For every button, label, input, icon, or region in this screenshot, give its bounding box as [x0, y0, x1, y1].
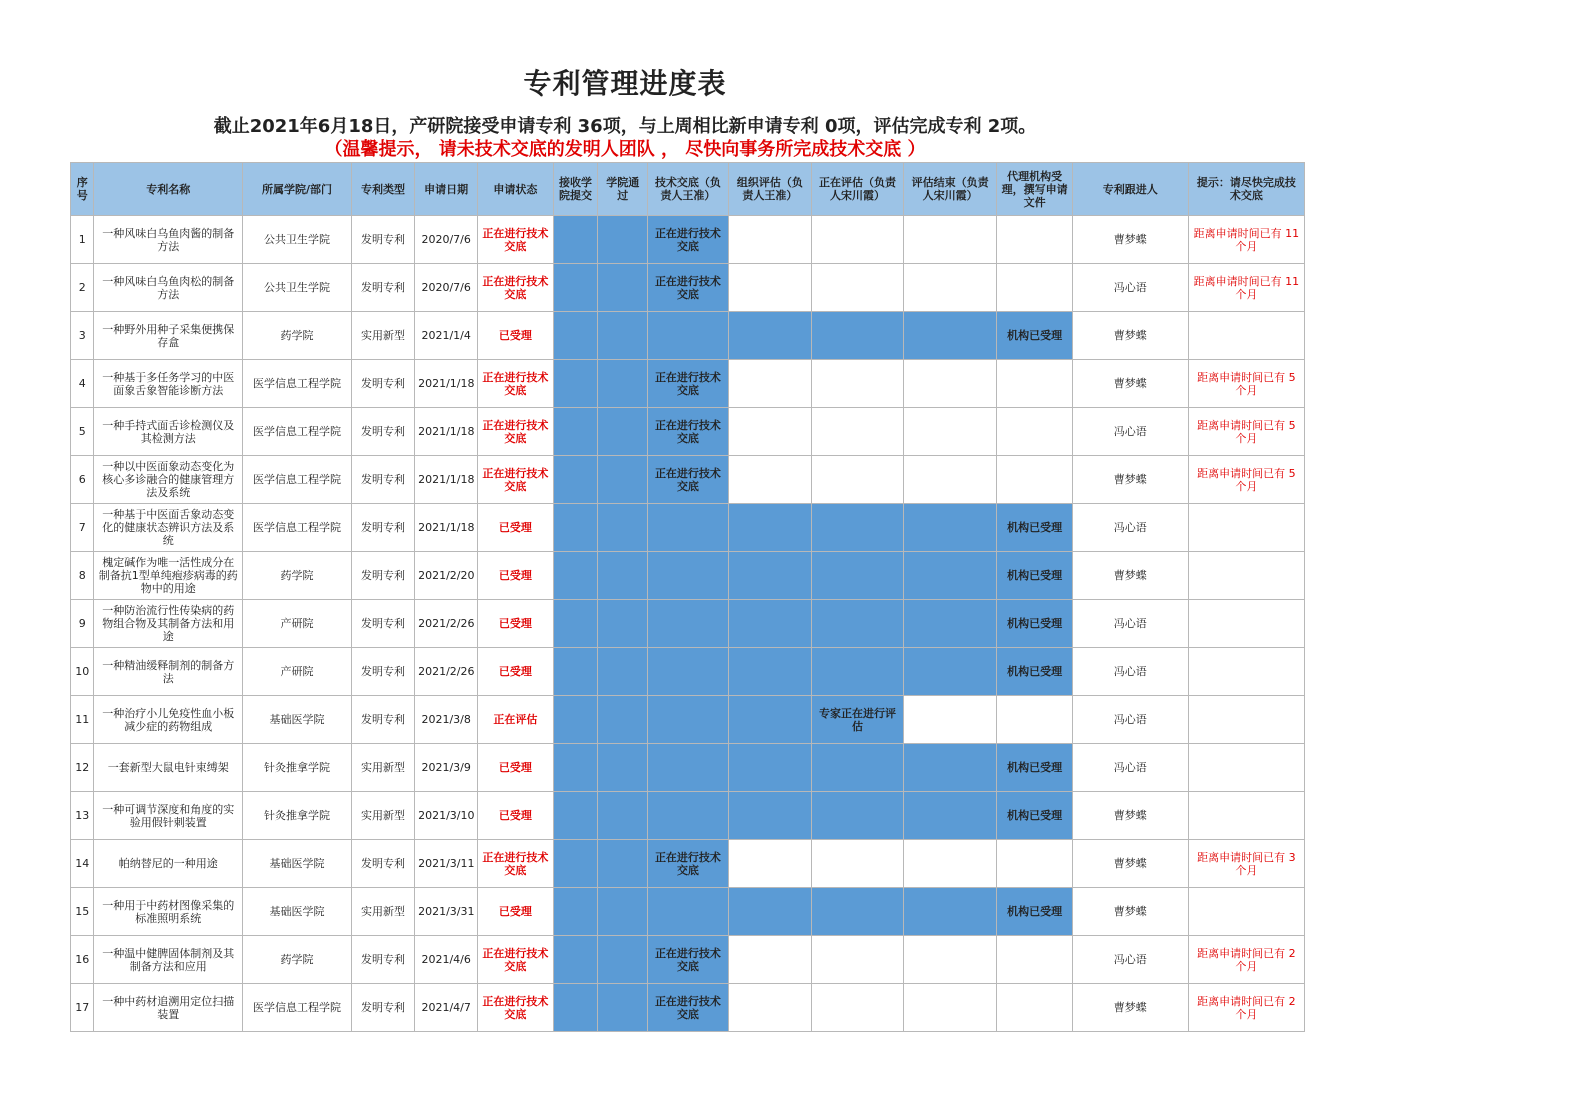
cell-name: 一种基于多任务学习的中医面象舌象智能诊断方法 — [94, 360, 243, 408]
cell-progress-1 — [553, 552, 598, 600]
cell-progress-5 — [812, 504, 904, 552]
header-col-date: 申请日期 — [415, 163, 478, 216]
cell-progress-3 — [648, 648, 728, 696]
cell-status: 已受理 — [478, 504, 553, 552]
cell-progress-3 — [648, 504, 728, 552]
cell-progress-2 — [598, 600, 648, 648]
cell-name: 一种以中医面象动态变化为核心多诊融合的健康管理方法及系统 — [94, 456, 243, 504]
cell-tip: 距离申请时间已有 5个月 — [1188, 456, 1304, 504]
cell-progress-7 — [997, 840, 1072, 888]
cell-date: 2021/3/9 — [415, 744, 478, 792]
table-row — [71, 696, 1305, 744]
cell-progress-4 — [728, 888, 811, 936]
cell-date: 2021/3/11 — [415, 840, 478, 888]
header-col-org-eval: 组织评估（负责人王准） — [728, 163, 811, 216]
cell-no: 2 — [71, 264, 94, 312]
header-col-agency: 代理机构受理，撰写申请文件 — [997, 163, 1072, 216]
cell-dept: 医学信息工程学院 — [243, 456, 352, 504]
cell-tip — [1188, 744, 1304, 792]
cell-type: 发明专利 — [351, 216, 414, 264]
cell-date: 2021/3/10 — [415, 792, 478, 840]
cell-date: 2021/1/18 — [415, 408, 478, 456]
header-col-follower: 专利跟进人 — [1072, 163, 1188, 216]
cell-no: 16 — [71, 936, 94, 984]
cell-type: 发明专利 — [351, 552, 414, 600]
cell-progress-1 — [553, 360, 598, 408]
cell-progress-4 — [728, 744, 811, 792]
cell-date: 2021/1/4 — [415, 312, 478, 360]
cell-progress-3: 正在进行技术交底 — [648, 264, 728, 312]
table-row — [71, 408, 1305, 456]
cell-dept: 公共卫生学院 — [243, 216, 352, 264]
cell-dept: 针灸推拿学院 — [243, 744, 352, 792]
cell-no: 10 — [71, 648, 94, 696]
cell-follower: 冯心语 — [1072, 936, 1188, 984]
header-col-no: 序号 — [71, 163, 94, 216]
cell-progress-5 — [812, 552, 904, 600]
cell-progress-3 — [648, 600, 728, 648]
cell-status: 正在进行技术交底 — [478, 360, 553, 408]
cell-dept: 公共卫生学院 — [243, 264, 352, 312]
cell-progress-7: 机构已受理 — [997, 552, 1072, 600]
cell-progress-5 — [812, 360, 904, 408]
cell-date: 2021/1/18 — [415, 456, 478, 504]
cell-progress-7: 机构已受理 — [997, 744, 1072, 792]
cell-date: 2021/3/31 — [415, 888, 478, 936]
cell-progress-7: 机构已受理 — [997, 888, 1072, 936]
cell-progress-3 — [648, 888, 728, 936]
cell-status: 已受理 — [478, 888, 553, 936]
cell-status: 正在进行技术交底 — [478, 264, 553, 312]
cell-progress-4 — [728, 264, 811, 312]
cell-progress-1 — [553, 984, 598, 1032]
cell-dept: 医学信息工程学院 — [243, 408, 352, 456]
cell-dept: 药学院 — [243, 552, 352, 600]
cell-status: 正在进行技术交底 — [478, 840, 553, 888]
cell-progress-3: 正在进行技术交底 — [648, 984, 728, 1032]
cell-progress-4 — [728, 600, 811, 648]
cell-type: 发明专利 — [351, 360, 414, 408]
summary-line: 截止2021年6月18日，产研院接受申请专利 36项，与上周相比新申请专利 0项，评估完成专利 2项。 — [213, 116, 1037, 137]
cell-follower: 曹梦蝶 — [1072, 840, 1188, 888]
cell-status: 正在进行技术交底 — [478, 216, 553, 264]
cell-name: 一种手持式面舌诊检测仪及其检测方法 — [94, 408, 243, 456]
cell-progress-1 — [553, 936, 598, 984]
cell-follower: 曹梦蝶 — [1072, 456, 1188, 504]
cell-dept: 基础医学院 — [243, 888, 352, 936]
cell-progress-4 — [728, 984, 811, 1032]
cell-dept: 药学院 — [243, 936, 352, 984]
cell-dept: 基础医学院 — [243, 840, 352, 888]
cell-progress-2 — [598, 648, 648, 696]
cell-follower: 冯心语 — [1072, 600, 1188, 648]
cell-status: 已受理 — [478, 552, 553, 600]
cell-name: 一种用于中药材图像采集的标准照明系统 — [94, 888, 243, 936]
table-row — [71, 264, 1305, 312]
cell-follower: 曹梦蝶 — [1072, 888, 1188, 936]
cell-tip: 距离申请时间已有 11个月 — [1188, 264, 1304, 312]
cell-status: 正在进行技术交底 — [478, 936, 553, 984]
cell-name: 一种风味白乌鱼肉松的制备方法 — [94, 264, 243, 312]
cell-tip: 距离申请时间已有 5个月 — [1188, 360, 1304, 408]
cell-tip: 距离申请时间已有 3个月 — [1188, 840, 1304, 888]
cell-no: 8 — [71, 552, 94, 600]
cell-type: 发明专利 — [351, 504, 414, 552]
cell-dept: 产研院 — [243, 648, 352, 696]
cell-no: 4 — [71, 360, 94, 408]
cell-dept: 医学信息工程学院 — [243, 360, 352, 408]
cell-progress-1 — [553, 888, 598, 936]
cell-progress-7 — [997, 936, 1072, 984]
cell-progress-7: 机构已受理 — [997, 600, 1072, 648]
cell-name: 一种基于中医面舌象动态变化的健康状态辨识方法及系统 — [94, 504, 243, 552]
cell-name: 槐定碱作为唯一活性成分在制备抗1型单纯疱疹病毒的药物中的用途 — [94, 552, 243, 600]
cell-progress-5 — [812, 216, 904, 264]
cell-progress-2 — [598, 792, 648, 840]
cell-progress-1 — [553, 504, 598, 552]
cell-follower: 冯心语 — [1072, 264, 1188, 312]
cell-progress-7 — [997, 984, 1072, 1032]
cell-progress-6 — [903, 312, 997, 360]
header-row — [71, 163, 1305, 216]
cell-progress-2 — [598, 408, 648, 456]
cell-progress-1 — [553, 264, 598, 312]
cell-progress-5 — [812, 984, 904, 1032]
cell-follower: 曹梦蝶 — [1072, 792, 1188, 840]
cell-progress-2 — [598, 504, 648, 552]
cell-type: 发明专利 — [351, 648, 414, 696]
cell-progress-6 — [903, 360, 997, 408]
cell-type: 发明专利 — [351, 840, 414, 888]
table-row — [71, 888, 1305, 936]
cell-tip — [1188, 600, 1304, 648]
cell-progress-5 — [812, 408, 904, 456]
cell-dept: 医学信息工程学院 — [243, 984, 352, 1032]
cell-dept: 医学信息工程学院 — [243, 504, 352, 552]
cell-name: 一种野外用种子采集便携保存盒 — [94, 312, 243, 360]
cell-progress-2 — [598, 888, 648, 936]
cell-progress-6 — [903, 648, 997, 696]
cell-date: 2021/2/26 — [415, 600, 478, 648]
cell-progress-3: 正在进行技术交底 — [648, 216, 728, 264]
cell-progress-6 — [903, 840, 997, 888]
cell-progress-1 — [553, 408, 598, 456]
cell-progress-2 — [598, 984, 648, 1032]
cell-progress-4 — [728, 696, 811, 744]
cell-no: 9 — [71, 600, 94, 648]
cell-progress-1 — [553, 216, 598, 264]
cell-progress-2 — [598, 696, 648, 744]
cell-type: 发明专利 — [351, 408, 414, 456]
cell-name: 一种温中健脾固体制剂及其制备方法和应用 — [94, 936, 243, 984]
cell-progress-4 — [728, 456, 811, 504]
cell-dept: 药学院 — [243, 312, 352, 360]
patent-progress-table — [70, 162, 1305, 1032]
cell-follower: 冯心语 — [1072, 648, 1188, 696]
table-row — [71, 936, 1305, 984]
cell-follower: 曹梦蝶 — [1072, 360, 1188, 408]
cell-date: 2021/1/18 — [415, 504, 478, 552]
cell-no: 5 — [71, 408, 94, 456]
cell-progress-7 — [997, 216, 1072, 264]
cell-progress-3 — [648, 744, 728, 792]
cell-no: 3 — [71, 312, 94, 360]
cell-progress-3: 正在进行技术交底 — [648, 360, 728, 408]
cell-no: 6 — [71, 456, 94, 504]
cell-status: 正在评估 — [478, 696, 553, 744]
cell-progress-2 — [598, 936, 648, 984]
cell-tip — [1188, 504, 1304, 552]
header-col-type: 专利类型 — [351, 163, 414, 216]
cell-progress-4 — [728, 504, 811, 552]
cell-date: 2020/7/6 — [415, 264, 478, 312]
cell-progress-4 — [728, 840, 811, 888]
cell-progress-6 — [903, 552, 997, 600]
cell-progress-6 — [903, 216, 997, 264]
cell-follower: 曹梦蝶 — [1072, 984, 1188, 1032]
cell-progress-6 — [903, 264, 997, 312]
cell-progress-3 — [648, 696, 728, 744]
cell-dept: 基础医学院 — [243, 696, 352, 744]
table-row — [71, 360, 1305, 408]
cell-progress-5 — [812, 840, 904, 888]
cell-progress-7 — [997, 696, 1072, 744]
cell-progress-2 — [598, 216, 648, 264]
cell-status: 已受理 — [478, 744, 553, 792]
cell-tip: 距离申请时间已有 2个月 — [1188, 936, 1304, 984]
cell-progress-1 — [553, 648, 598, 696]
cell-progress-6 — [903, 936, 997, 984]
cell-follower: 冯心语 — [1072, 408, 1188, 456]
cell-progress-4 — [728, 648, 811, 696]
cell-status: 正在进行技术交底 — [478, 984, 553, 1032]
cell-progress-7 — [997, 408, 1072, 456]
cell-progress-7 — [997, 264, 1072, 312]
cell-type: 发明专利 — [351, 936, 414, 984]
cell-progress-2 — [598, 840, 648, 888]
cell-progress-7: 机构已受理 — [997, 648, 1072, 696]
cell-progress-1 — [553, 312, 598, 360]
cell-progress-5 — [812, 792, 904, 840]
cell-progress-1 — [553, 792, 598, 840]
table-row — [71, 216, 1305, 264]
header-col-college-pass: 学院通过 — [598, 163, 648, 216]
cell-type: 发明专利 — [351, 456, 414, 504]
cell-tip — [1188, 792, 1304, 840]
cell-progress-4 — [728, 792, 811, 840]
cell-progress-4 — [728, 312, 811, 360]
cell-progress-5 — [812, 744, 904, 792]
cell-type: 发明专利 — [351, 696, 414, 744]
cell-type: 发明专利 — [351, 984, 414, 1032]
cell-date: 2021/4/6 — [415, 936, 478, 984]
cell-progress-6 — [903, 600, 997, 648]
cell-progress-2 — [598, 360, 648, 408]
cell-type: 发明专利 — [351, 264, 414, 312]
cell-progress-3: 正在进行技术交底 — [648, 456, 728, 504]
cell-follower: 曹梦蝶 — [1072, 216, 1188, 264]
cell-tip: 距离申请时间已有 5个月 — [1188, 408, 1304, 456]
cell-status: 已受理 — [478, 648, 553, 696]
cell-progress-2 — [598, 456, 648, 504]
table-row — [71, 984, 1305, 1032]
header-col-status: 申请状态 — [478, 163, 553, 216]
cell-no: 11 — [71, 696, 94, 744]
cell-tip — [1188, 696, 1304, 744]
cell-tip: 距离申请时间已有 2个月 — [1188, 984, 1304, 1032]
cell-progress-5 — [812, 456, 904, 504]
cell-progress-3: 正在进行技术交底 — [648, 936, 728, 984]
cell-date: 2021/2/26 — [415, 648, 478, 696]
cell-name: 一种风味白乌鱼肉酱的制备方法 — [94, 216, 243, 264]
cell-follower: 冯心语 — [1072, 504, 1188, 552]
table-row — [71, 456, 1305, 504]
page-title: 专利管理进度表 — [523, 67, 727, 100]
cell-date: 2021/3/8 — [415, 696, 478, 744]
cell-no: 15 — [71, 888, 94, 936]
cell-type: 实用新型 — [351, 312, 414, 360]
cell-name: 一种可调节深度和角度的实验用假针刺装置 — [94, 792, 243, 840]
header-col-evaluating: 正在评估（负责人宋川霞） — [812, 163, 904, 216]
cell-progress-1 — [553, 744, 598, 792]
cell-progress-7 — [997, 456, 1072, 504]
cell-name: 一套新型大鼠电针束缚架 — [94, 744, 243, 792]
cell-name: 帕纳替尼的一种用途 — [94, 840, 243, 888]
cell-progress-6 — [903, 792, 997, 840]
table-row — [71, 312, 1305, 360]
cell-progress-6 — [903, 744, 997, 792]
cell-type: 实用新型 — [351, 744, 414, 792]
cell-progress-3 — [648, 312, 728, 360]
cell-progress-3 — [648, 552, 728, 600]
table-row — [71, 504, 1305, 552]
cell-date: 2021/4/7 — [415, 984, 478, 1032]
cell-type: 发明专利 — [351, 600, 414, 648]
cell-progress-7: 机构已受理 — [997, 504, 1072, 552]
cell-progress-6 — [903, 456, 997, 504]
cell-follower: 曹梦蝶 — [1072, 312, 1188, 360]
cell-tip — [1188, 312, 1304, 360]
cell-progress-6 — [903, 888, 997, 936]
cell-progress-5 — [812, 264, 904, 312]
cell-progress-1 — [553, 456, 598, 504]
cell-tip — [1188, 888, 1304, 936]
cell-progress-5 — [812, 936, 904, 984]
cell-no: 13 — [71, 792, 94, 840]
header-col-tip: 提示：请尽快完成技术交底 — [1188, 163, 1304, 216]
table-row — [71, 744, 1305, 792]
cell-progress-2 — [598, 312, 648, 360]
cell-status: 正在进行技术交底 — [478, 456, 553, 504]
cell-tip — [1188, 648, 1304, 696]
cell-progress-2 — [598, 552, 648, 600]
cell-progress-5 — [812, 648, 904, 696]
cell-progress-3 — [648, 792, 728, 840]
cell-progress-5 — [812, 312, 904, 360]
cell-date: 2021/1/18 — [415, 360, 478, 408]
cell-tip: 距离申请时间已有 11个月 — [1188, 216, 1304, 264]
cell-name: 一种防治流行性传染病的药物组合物及其制备方法和用途 — [94, 600, 243, 648]
cell-progress-6 — [903, 408, 997, 456]
cell-progress-5 — [812, 600, 904, 648]
cell-progress-4 — [728, 936, 811, 984]
cell-progress-7: 机构已受理 — [997, 312, 1072, 360]
cell-progress-2 — [598, 744, 648, 792]
cell-progress-4 — [728, 360, 811, 408]
table-row — [71, 600, 1305, 648]
table-row — [71, 840, 1305, 888]
cell-progress-4 — [728, 408, 811, 456]
cell-status: 已受理 — [478, 792, 553, 840]
cell-follower: 冯心语 — [1072, 696, 1188, 744]
cell-progress-6 — [903, 984, 997, 1032]
table-row — [71, 648, 1305, 696]
cell-status: 已受理 — [478, 312, 553, 360]
cell-follower: 曹梦蝶 — [1072, 552, 1188, 600]
cell-no: 7 — [71, 504, 94, 552]
cell-follower: 冯心语 — [1072, 744, 1188, 792]
cell-name: 一种中药材追溯用定位扫描装置 — [94, 984, 243, 1032]
cell-progress-2 — [598, 264, 648, 312]
cell-status: 正在进行技术交底 — [478, 408, 553, 456]
cell-progress-5 — [812, 888, 904, 936]
cell-progress-7: 机构已受理 — [997, 792, 1072, 840]
cell-name: 一种治疗小儿免疫性血小板减少症的药物组成 — [94, 696, 243, 744]
header-col-eval-done: 评估结束（负责人宋川霞） — [903, 163, 997, 216]
cell-type: 实用新型 — [351, 792, 414, 840]
cell-progress-7 — [997, 360, 1072, 408]
cell-date: 2021/2/20 — [415, 552, 478, 600]
cell-progress-6 — [903, 696, 997, 744]
cell-no: 14 — [71, 840, 94, 888]
cell-progress-1 — [553, 600, 598, 648]
header-col-name: 专利名称 — [94, 163, 243, 216]
cell-progress-6 — [903, 504, 997, 552]
table-row — [71, 792, 1305, 840]
cell-progress-3: 正在进行技术交底 — [648, 408, 728, 456]
cell-type: 实用新型 — [351, 888, 414, 936]
table-row — [71, 552, 1305, 600]
cell-no: 17 — [71, 984, 94, 1032]
cell-name: 一种精油缓释制剂的制备方法 — [94, 648, 243, 696]
cell-progress-5: 专家正在进行评估 — [812, 696, 904, 744]
header-col-disclosure: 技术交底（负责人王准） — [648, 163, 728, 216]
cell-no: 1 — [71, 216, 94, 264]
reminder-notice: （温馨提示， 请未技术交底的发明人团队 ， 尽快向事务所完成技术交底 ） — [324, 139, 926, 160]
cell-progress-4 — [728, 216, 811, 264]
header-col-submit: 接收学院提交 — [553, 163, 598, 216]
cell-dept: 产研院 — [243, 600, 352, 648]
cell-status: 已受理 — [478, 600, 553, 648]
cell-progress-4 — [728, 552, 811, 600]
cell-tip — [1188, 552, 1304, 600]
cell-no: 12 — [71, 744, 94, 792]
cell-date: 2020/7/6 — [415, 216, 478, 264]
header-col-dept: 所属学院/部门 — [243, 163, 352, 216]
cell-progress-1 — [553, 696, 598, 744]
cell-progress-3: 正在进行技术交底 — [648, 840, 728, 888]
cell-progress-1 — [553, 840, 598, 888]
cell-dept: 针灸推拿学院 — [243, 792, 352, 840]
